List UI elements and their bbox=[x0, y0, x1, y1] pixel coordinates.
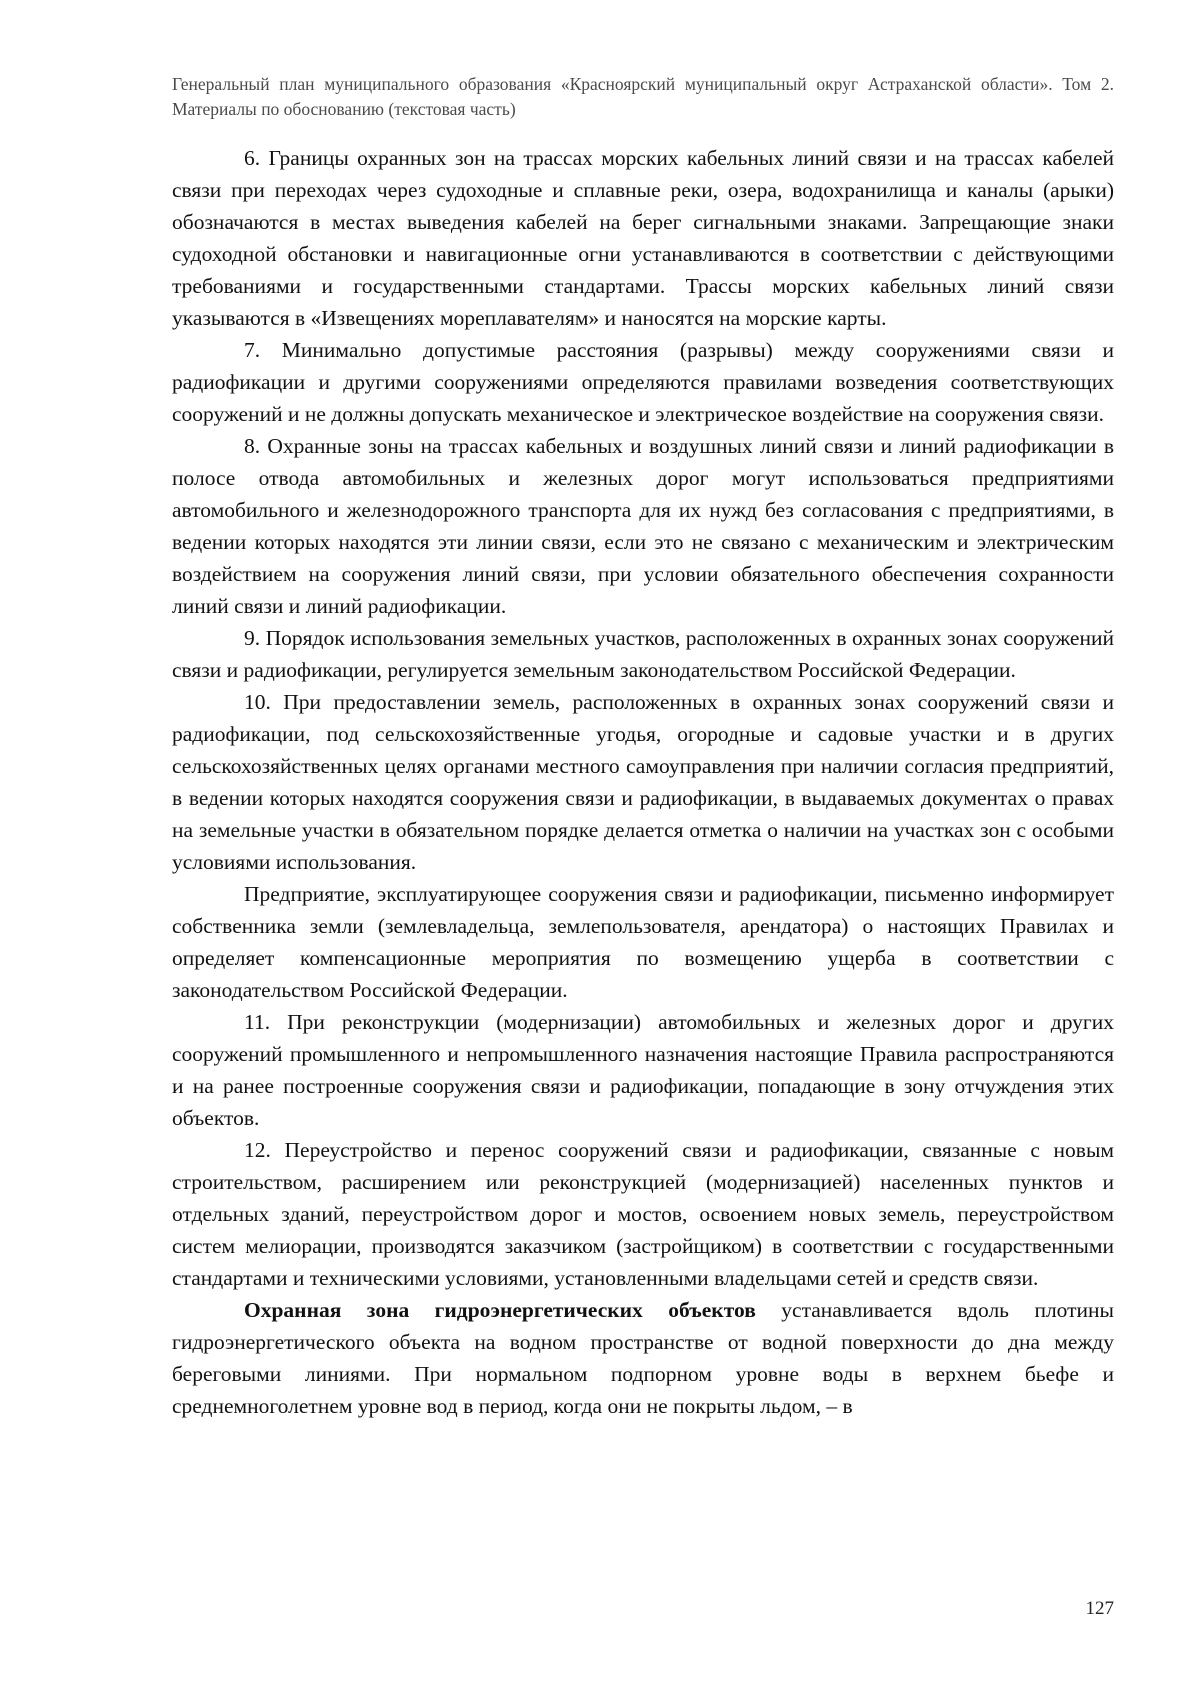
paragraph-11: 11. При реконструкции (модернизации) автомобильных и железных дорог и других сооружений промышленного и непромышленного назначения настоящие Правила распространяются и на ранее построенные сооружения связи и радиофикации, попадающие в зону отчуждения этих объектов. bbox=[172, 1010, 1114, 1130]
paragraph-9: 9. Порядок использования земельных участков, расположенных в охранных зонах сооружений связи и радиофикации, регулируется земельным законодательством Российской Федерации. bbox=[172, 626, 1114, 682]
hydro-zone-heading: Охранная зона гидроэнергетических объектов bbox=[244, 1298, 756, 1322]
paragraph-12: 12. Переустройство и перенос сооружений связи и радиофикации, связанные с новым строительством, расширением или реконструкцией (модернизацией) населенных пунктов и отдельных зданий, переустройством дорог и мостов, освоением новых земель, переустройством систем мелиорации, производятся заказчиком (застройщиком) в соответствии с государственными стандартами и техническими условиями, установленными владельцами сетей и средств связи. bbox=[172, 1138, 1114, 1290]
paragraph-10: 10. При предоставлении земель, расположенных в охранных зонах сооружений связи и радиофикации, под сельскохозяйственные угодья, огородные и садовые участки и в других сельскохозяйственных целях органами местного самоуправления при наличии согласия предприятий, в ведении которых находятся сооружения связи и радиофикации, в выдаваемых документах о правах на земельные участки в обязательном порядке делается отметка о наличии на участках зон с особыми условиями использования. bbox=[172, 690, 1114, 874]
paragraph-hydro-zone bbox=[172, 1294, 1114, 1422]
document-body bbox=[172, 142, 1114, 1422]
running-header: Генеральный план муниципального образования «Красноярский муниципальный округ Астраханской области». Том 2. Материалы по обоснованию (текстовая часть) bbox=[172, 74, 1114, 119]
paragraph-enterprise: Предприятие, эксплуатирующее сооружения связи и радиофикации, письменно информирует собственника земли (землевладельца, землепользователя, арендатора) о настоящих Правилах и определяет компенсационные мероприятия по возмещению ущерба в соответствии с законодательством Российской Федерации. bbox=[172, 882, 1114, 1002]
page-number: 127 bbox=[1085, 1598, 1114, 1619]
paragraph-7: 7. Минимально допустимые расстояния (разрывы) между сооружениями связи и радиофикации и другими сооружениями определяются правилами возведения соответствующих сооружений и не должны допускать механическое и электрическое воздействие на сооружения связи. bbox=[172, 338, 1114, 426]
paragraph-8: 8. Охранные зоны на трассах кабельных и воздушных линий связи и линий радиофикации в полосе отвода автомобильных и железных дорог могут использоваться предприятиями автомобильного и железнодорожного транспорта для их нужд без согласования с предприятиями, в ведении которых находятся эти линии связи, если это не связано с механическим и электрическим воздействием на сооружения линий связи, при условии обязательного обеспечения сохранности линий связи и линий радиофикации. bbox=[172, 434, 1114, 618]
paragraph-6: 6. Границы охранных зон на трассах морских кабельных линий связи и на трассах кабелей связи при переходах через судоходные и сплавные реки, озера, водохранилища и каналы (арыки) обозначаются в местах выведения кабелей на берег сигнальными знаками. Запрещающие знаки судоходной обстановки и навигационные огни устанавливаются в соответствии с действующими требованиями и государственными стандартами. Трассы морских кабельных линий связи указываются в «Извещениях мореплавателям» и наносятся на морские карты. bbox=[172, 146, 1114, 330]
hydro-zone-text: устанавливается вдоль плотины гидроэнергетического объекта на водном пространстве от водной поверхности до дна между береговыми линиями. При нормальном подпорном уровне воды в верхнем бьефе и среднемноголетнем уровне вод в период, когда они не покрыты льдом, – в bbox=[172, 1298, 1114, 1418]
